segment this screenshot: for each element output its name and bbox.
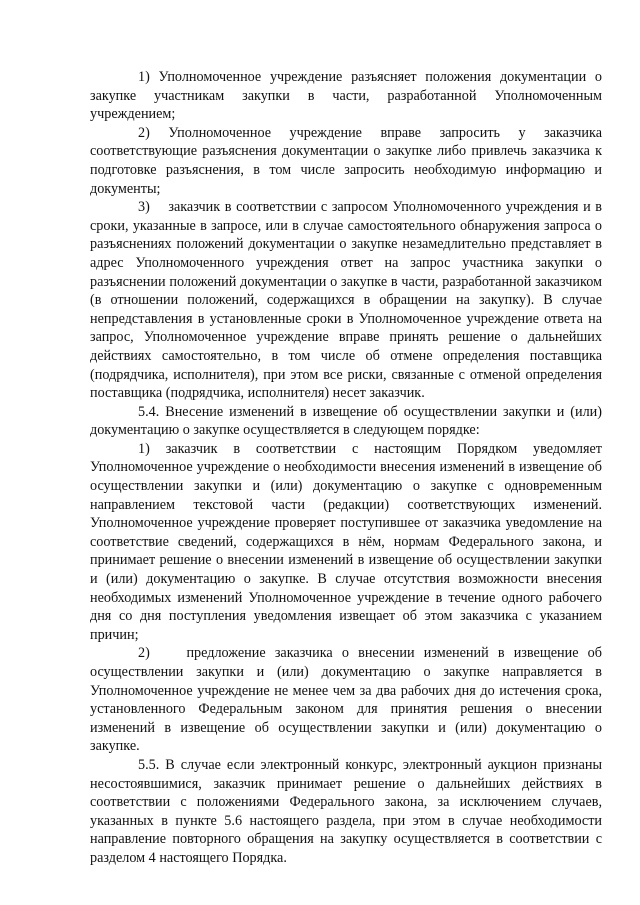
paragraph-text: Внесение изменений в извещение об осуществлении закупки и (или) документацию о закупке осуществляется в следующем порядке: xyxy=(90,403,602,439)
section-number: 5.5. xyxy=(138,756,166,773)
paragraph-3-1 xyxy=(90,68,602,124)
paragraph-text: заказчик в соответствии с запросом Уполномоченного учреждения и в сроки, указанные в запросе, или в случае самостоятельного обнаружения запроса о разъяснениях положений документации о закупке незамедлительно представляет в адрес Уполномоченного учреждения ответ на запрос участника закупки о разъяснении положений документации о закупке в части, разработанной заказчиком (в отношении положений, содержащихся в обращении на закупку). В случае непредставления в установленные сроки в Уполномоченное учреждение ответа на запрос, Уполномоченное учреждение вправе принять решение о дальнейших действиях самостоятельно, в том числе об отмене определения поставщика (подрядчика, исполнителя), при этом все риски, связанные с отменой определения поставщика (подрядчика, исполнителя) несет заказчик. xyxy=(90,199,602,402)
paragraph-text: заказчик в соответствии с настоящим Порядком уведомляет Уполномоченное учреждение о необходимости внесения изменений в извещение об осуществлении закупки и (или) документацию о закупке с одновременным направлением текстовой части (редакции) соответствующих изменений. Уполномоченное учреждение проверяет поступившее от заказчика уведомление на соответствие сведений, содержащихся в нём, нормам Федерального закона, и принимает решение о внесении изменений в извещение об осуществлении закупки и (или) документацию о закупке. В случае отсутствия возможности внесения необходимых изменений Уполномоченное учреждение в течение одного рабочего дня со дня поступления уведомления извещает об этом заказчика с указанием причин; xyxy=(90,440,602,643)
paragraph-text: В случае если электронный конкурс, электронный аукцион признаны несостоявшимися, заказчик принимает решение о дальнейших действиях в соответствии с положениями Федерального закона, за исключением случаев, указанных в пункте 5.6 настоящего раздела, при этом в случае необходимости направление повторного обращения на закупку осуществляется в соответствии с разделом 4 настоящего Порядка. xyxy=(90,756,602,866)
section-5-5 xyxy=(90,756,602,868)
section-number: 5.4. xyxy=(138,403,166,420)
paragraph-text: Уполномоченное учреждение вправе запросить у заказчика соответствующие разъяснения документации о закупке либо привлечь заказчика к подготовке разъяснения, в том числе запросить необходимую информацию и документы; xyxy=(90,124,603,197)
paragraph-text: Уполномоченное учреждение разъясняет положения документации о закупке участникам закупки в части, разработанной Уполномоченным учреждением; xyxy=(90,69,603,123)
paragraph-3-3 xyxy=(90,198,602,403)
item-number: 3) xyxy=(138,199,169,216)
paragraph-text: предложение заказчика о внесении изменений в извещение об осуществлении закупки и (или) документацию о закупке направляется в Уполномоченное учреждение не менее чем за два рабочих дня до истечения срока, установленного Федеральным законом для принятия решения о внесении изменений в извещение об осуществлении закупки и (или) документацию о закупке. xyxy=(90,645,602,755)
item-number: 2) xyxy=(138,124,169,141)
item-number: 1) xyxy=(138,440,166,457)
document-page xyxy=(90,68,602,868)
item-number: 1) xyxy=(138,69,159,85)
paragraph-4-1 xyxy=(90,440,602,645)
paragraph-4-2 xyxy=(90,644,602,756)
paragraph-3-2 xyxy=(90,124,602,198)
section-5-4 xyxy=(90,403,602,440)
item-number: 2) xyxy=(138,645,187,662)
